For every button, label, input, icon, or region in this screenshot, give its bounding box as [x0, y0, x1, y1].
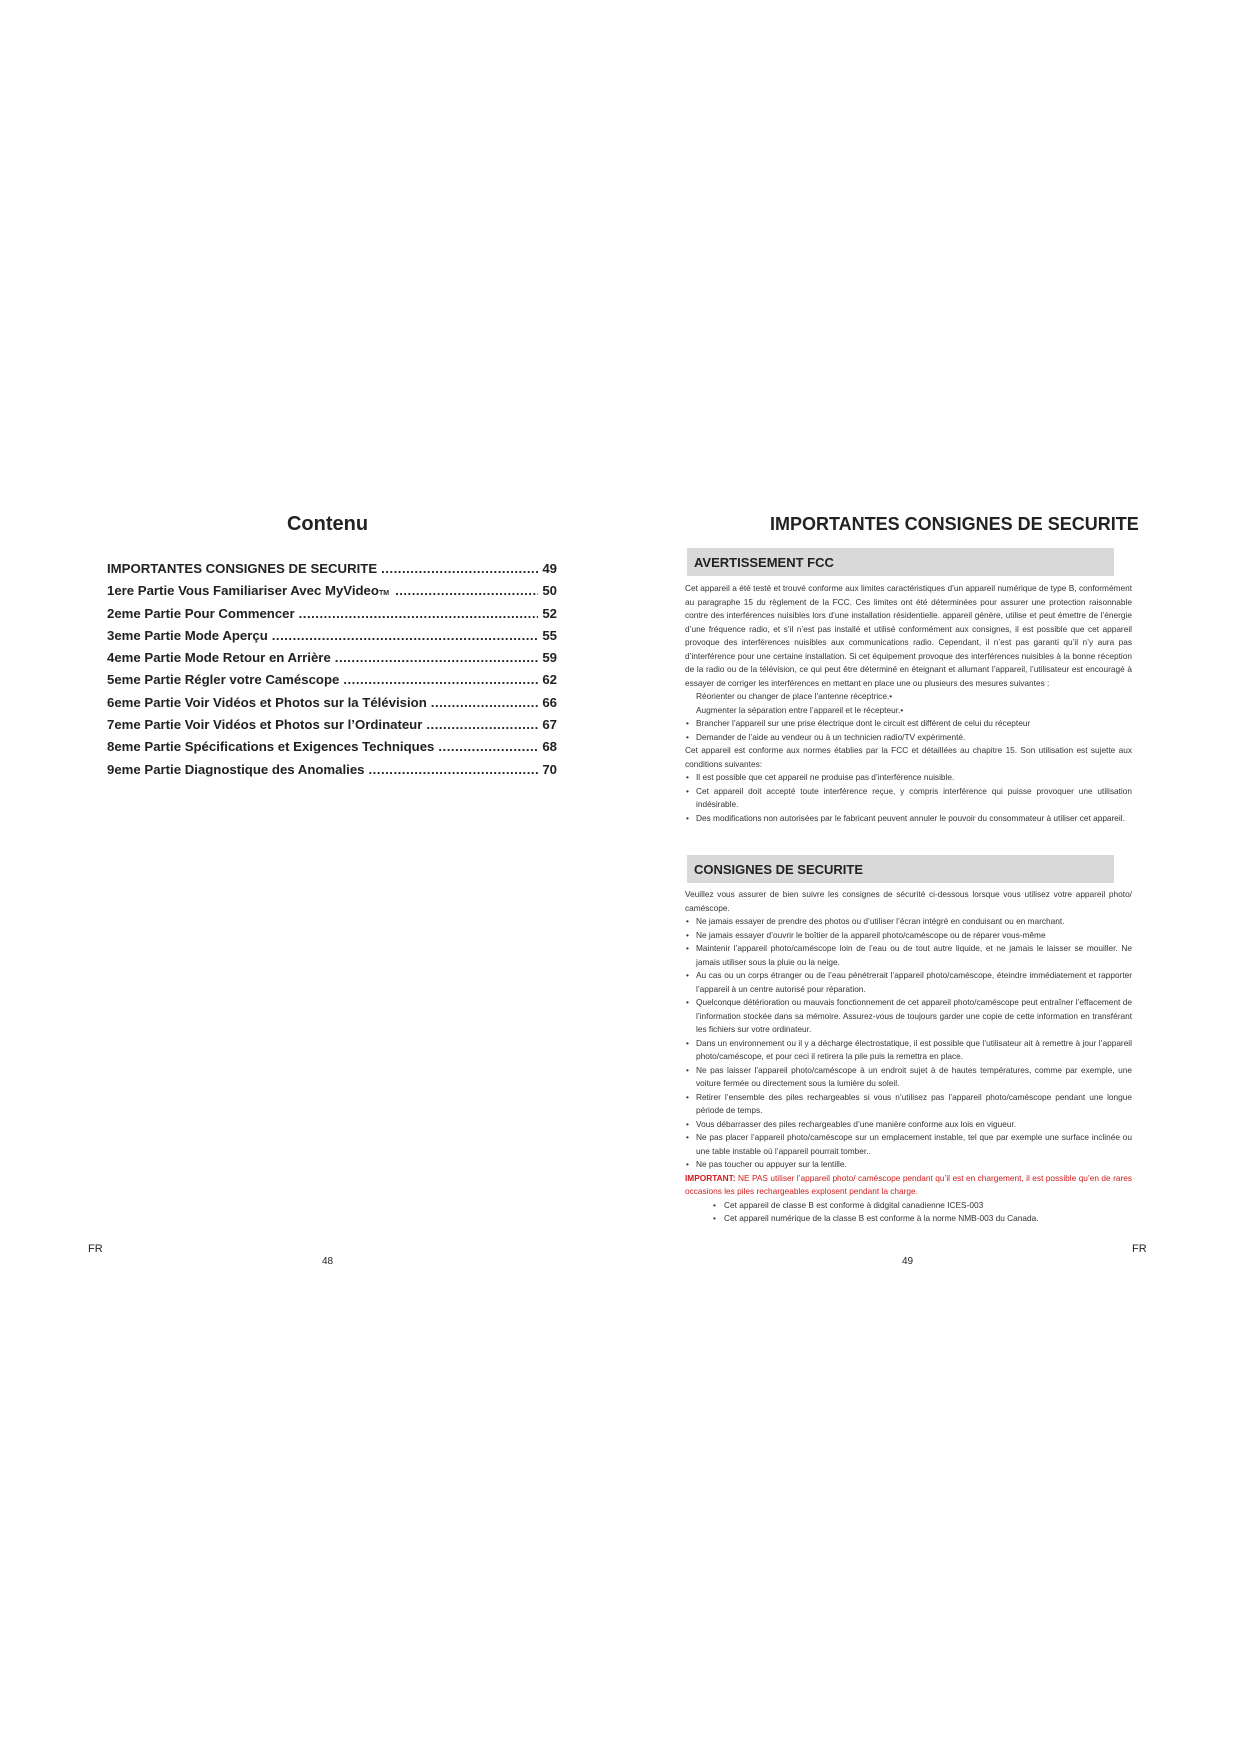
toc-leader-dots [395, 583, 538, 598]
page-number: 48 [322, 1256, 334, 1267]
fcc-measure: Réorienter ou changer de place l’antenne réceptrice.• [696, 691, 893, 701]
list-item: • Dans un environnement ou il y a décharge électrostatique, il est possible que l’utilisateur ait à remettre à jour l’appareil photo/caméscope, et pour ceci il retirera la pile puis la remettra en place. [685, 1037, 1132, 1064]
toc-entry-label: 2eme Partie Pour Commencer [107, 605, 295, 621]
safety-list [685, 915, 1132, 1172]
toc-entry[interactable] [107, 583, 557, 605]
important-warning [685, 1172, 1132, 1199]
toc-entry-page: 55 [542, 627, 557, 643]
toc-entry-page: 59 [542, 650, 557, 666]
section-heading-label: CONSIGNES DE SECURITE [694, 861, 864, 877]
trademark-mark: TM [378, 590, 390, 598]
toc-entry-page: 68 [542, 739, 557, 755]
language-tag: FR [88, 1243, 103, 1255]
toc-entry-page: 52 [542, 605, 557, 621]
toc-entry[interactable] [107, 561, 557, 583]
list-item: • Cet appareil doit accepté toute interférence reçue, y compris interférence qui puisse provoquer une utilisation indésirable. [685, 785, 1132, 812]
list-item: • Cet appareil de classe B est conforme à didgital canadienne ICES-003 [685, 1199, 1132, 1213]
toc-entry-label: 6eme Partie Voir Vidéos et Photos sur la Télévision [107, 694, 427, 710]
list-item: • Des modifications non autorisées par le fabricant peuvent annuler le pouvoir du consommateur à utiliser cet appareil. [685, 812, 1132, 826]
list-item: • Vous débarrasser des piles rechargeables d’une manière conforme aux lois en vigueur. [685, 1118, 1132, 1132]
list-item: • Quelconque détérioration ou mauvais fonctionnement de cet appareil photo/caméscope peut entraîner l’effacement de l’information stockée dans sa mémoire. Assurez-vous de toujours garder une copie de cette information en transférant les fichiers sur votre ordinateur. [685, 996, 1132, 1037]
list-item: • Demander de l’aide au vendeur ou à un technicien radio/TV expérimenté. [685, 731, 1132, 745]
list-item: • Au cas ou un corps étranger ou de l’eau pénétrerait l’appareil photo/caméscope, éteindre immédiatement et rapporter l’appareil à un centre autorisé pour réparation. [685, 969, 1132, 996]
toc-leader-dots [299, 606, 539, 621]
fcc-conformity: Cet appareil est conforme aux normes établies par la FCC et détaillées au chapitre 15. Son utilisation est sujette aux conditions suivantes: [685, 745, 1132, 769]
toc-entry[interactable] [107, 739, 557, 761]
toc-leader-dots [272, 628, 539, 643]
toc-title: Contenu [286, 513, 369, 535]
toc-entry-page: 62 [542, 672, 557, 688]
safety-intro: Veuillez vous assurer de bien suivre les consignes de sécurité ci-dessous lorsque vous utilisez votre appareil photo/ caméscope. [685, 889, 1132, 913]
toc-leader-dots [335, 650, 539, 665]
list-item: • Retirer l’ensemble des piles rechargeables si vous n’utilisez pas l’appareil photo/caméscope pendant une longue période de temps. [685, 1091, 1132, 1118]
left-page [0, 0, 620, 1754]
toc-entry[interactable] [107, 606, 557, 628]
toc-entry[interactable] [107, 762, 557, 784]
language-tag: FR [1132, 1243, 1147, 1255]
toc-leader-dots [431, 695, 539, 710]
toc-entry[interactable] [107, 650, 557, 672]
fcc-intro: Cet appareil a été testé et trouvé conforme aux limites caractéristiques d’un appareil numérique de type B, conformément au paragraphe 15 du règlement de la FCC. Ces limites ont été déterminées pour assurer une protection raisonnable contre des interférences nuisibles lors d’une installation résidentielle. appareil génère, utilise et peut émettre de l’énergie d’une fréquence radio, et s’il n’est pas installé et utilisé conformément aux consignes, il est possible que cet appareil provoque des interférences nuisibles aux communications radio. Cependant, il n’est pas garanti qu’il n’y aura pas d’interférence pour une certaine installation. Si cet équipement provoque des interférences nuisibles à la bonne réception de la radio ou de la télévision, ce qui peut être déterminé en éteignant et allumant l’appareil, l’utilisateur est encouragé à essayer de corriger les interférences en mettant en place une ou plusieurs des mesures suivantes : [685, 583, 1132, 688]
toc-entry-page: 49 [542, 561, 557, 576]
toc-entry-label: 4eme Partie Mode Retour en Arrière [107, 650, 331, 666]
toc-leader-dots [368, 762, 538, 777]
toc-leader-dots [438, 739, 538, 754]
toc-entry[interactable] [107, 695, 557, 717]
toc-entry[interactable] [107, 717, 557, 739]
toc-leader-dots [343, 672, 538, 687]
important-text: NE PAS utiliser l’appareil photo/ caméscope pendant qu’il est en chargement, il est possible qu’en de rares occasions les piles rechargeables explosent pendant la charge. [685, 1172, 1132, 1196]
list-item: • Ne jamais essayer d’ouvrir le boîtier de la appareil photo/caméscope ou de réparer vous-même [685, 929, 1132, 943]
safety-text [685, 888, 1132, 1226]
toc-entry-label: 1ere Partie Vous Familiariser Avec MyVideo [107, 583, 379, 599]
table-of-contents [107, 561, 557, 784]
fcc-measure: Augmenter la séparation entre l’appareil et le récepteur.• [696, 704, 904, 715]
fcc-measures-list [685, 717, 1132, 744]
toc-entry-page: 67 [542, 717, 557, 733]
toc-entry-label: 3eme Partie Mode Aperçu [107, 627, 268, 643]
important-label: IMPORTANT: [685, 1172, 736, 1183]
list-item: • Ne pas toucher ou appuyer sur la lentille. [685, 1158, 1132, 1172]
page-number: 49 [902, 1256, 914, 1267]
toc-entry-label: 7eme Partie Voir Vidéos et Photos sur l’Ordinateur [107, 717, 423, 733]
section-heading-label: AVERTISSEMENT FCC [694, 554, 834, 570]
toc-entry-label: 5eme Partie Régler votre Caméscope [107, 672, 340, 688]
toc-leader-dots [381, 561, 538, 576]
list-item: • Ne pas placer l’appareil photo/caméscope sur un emplacement instable, tel que par exemple une surface inclinée ou une table instable où l’appareil pourrait tomber.. [685, 1131, 1132, 1158]
section-heading-safety [687, 855, 1114, 883]
toc-entry-label: IMPORTANTES CONSIGNES DE SECURITE [107, 561, 378, 576]
toc-entry[interactable] [107, 672, 557, 694]
toc-entry-page: 66 [542, 694, 557, 710]
list-item: • Ne jamais essayer de prendre des photos ou d’utiliser l’écran intégré en conduisant ou en marchant. [685, 915, 1132, 929]
list-item: • Maintenir l’appareil photo/caméscope loin de l’eau ou de tout autre liquide, et ne jamais le laisser se mouiller. Ne jamais utiliser sous la pluie ou la neige. [685, 942, 1132, 969]
list-item: • Il est possible que cet appareil ne produise pas d’interférence nuisible. [685, 771, 1132, 785]
toc-entry-page: 70 [542, 761, 557, 777]
list-item: • Cet appareil numérique de la classe B est conforme à la norme NMB-003 du Canada. [685, 1212, 1132, 1226]
toc-leader-dots [426, 717, 538, 732]
toc-entry-label: 8eme Partie Spécifications et Exigences Techniques [107, 739, 435, 755]
list-item: • Brancher l’appareil sur une prise électrique dont le circuit est différent de celui du récepteur [685, 717, 1132, 731]
toc-entry-label: 9eme Partie Diagnostique des Anomalies [107, 761, 365, 777]
list-item: • Ne pas laisser l’appareil photo/caméscope à un endroit sujet à de hautes températures, comme par exemple, une voiture fermée ou directement sous la lumière du soleil. [685, 1064, 1132, 1091]
section-heading-fcc [687, 548, 1114, 576]
right-page [620, 0, 1241, 1754]
fcc-text [685, 582, 1132, 825]
page-title: IMPORTANTES CONSIGNES DE SECURITE [770, 514, 1139, 534]
compliance-list [685, 1199, 1132, 1226]
toc-entry-page: 50 [542, 583, 557, 599]
toc-entry[interactable] [107, 628, 557, 650]
fcc-conditions-list [685, 771, 1132, 825]
